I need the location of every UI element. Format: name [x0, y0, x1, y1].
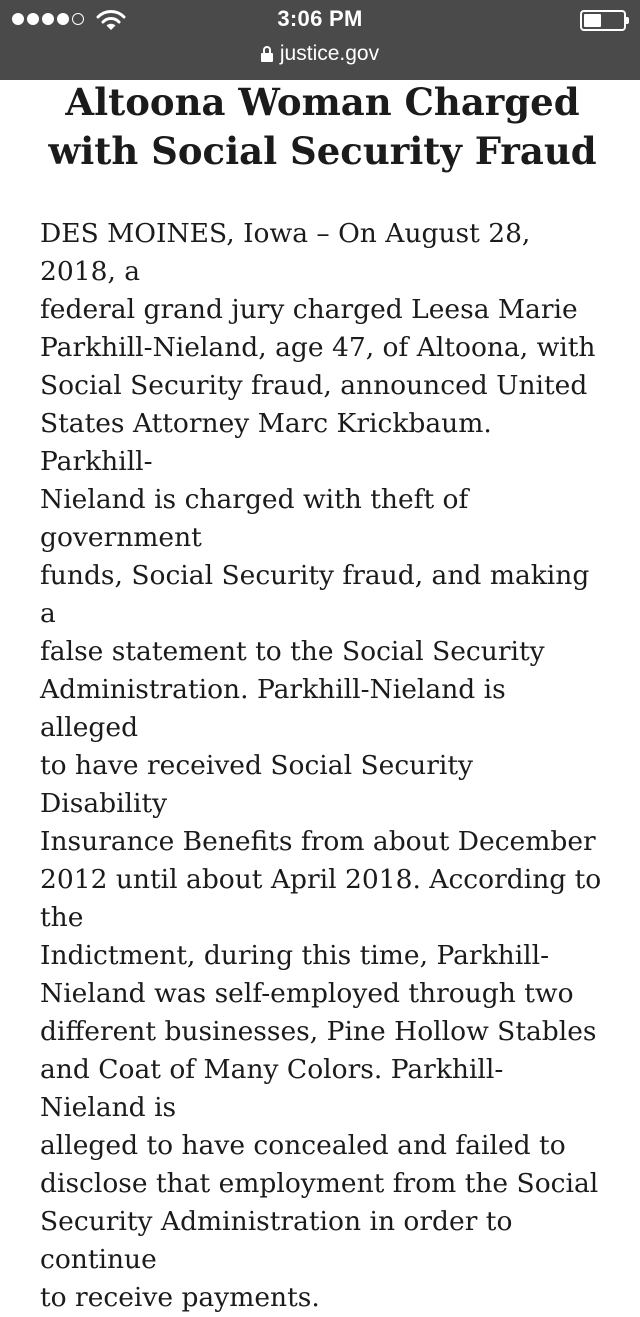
article-title-line-2: with Social Security Fraud [48, 129, 597, 173]
url-text: justice.gov [279, 42, 380, 65]
article-body-line: Indictment, during this time, Parkhill- [40, 940, 550, 971]
article-body-line: Insurance Benefits from about December [40, 826, 596, 857]
article-body-line: States Attorney Marc Krickbaum. Parkhill- [40, 408, 492, 477]
article-body-line: Nieland was self-employed through two [40, 978, 574, 1009]
article-body-line: Nieland is charged with theft of government [40, 484, 469, 553]
article-title [40, 78, 605, 176]
article-body-line: to receive payments. [40, 1282, 320, 1313]
article-body-line: 2012 until about April 2018. According to the [40, 864, 602, 933]
article-body-line: false statement to the Social Security [40, 636, 545, 667]
article-body-line: Parkhill-Nieland, age 47, of Altoona, with [40, 332, 596, 363]
article-body-line: disclose that employment from the Social [40, 1168, 599, 1199]
article [40, 78, 605, 1317]
article-body-line: different businesses, Pine Hollow Stables [40, 1016, 597, 1047]
article-body-line: to have received Social Security Disability [40, 750, 473, 819]
article-body-line: and Coat of Many Colors. Parkhill-Nieland is [40, 1054, 504, 1123]
status-bar [0, 0, 640, 80]
article-body-line: funds, Social Security fraud, and making a [40, 560, 590, 629]
article-title-line-1: Altoona Woman Charged [65, 80, 580, 124]
battery-level-fill [584, 14, 601, 27]
article-body-line: Social Security fraud, announced United [40, 370, 588, 401]
article-body-line: Security Administration in order to continue [40, 1206, 513, 1275]
article-body-line: DES MOINES, Iowa – On August 28, 2018, a [40, 218, 531, 287]
article-body [40, 215, 605, 1317]
article-body-line: federal grand jury charged Leesa Marie [40, 294, 578, 325]
status-time: 3:06 PM [277, 6, 363, 31]
battery-icon [580, 10, 626, 31]
lock-icon [261, 46, 273, 62]
address-bar[interactable] [0, 42, 640, 66]
article-body-line: alleged to have concealed and failed to [40, 1130, 566, 1161]
article-body-line: Administration. Parkhill-Nieland is alleged [40, 674, 506, 743]
